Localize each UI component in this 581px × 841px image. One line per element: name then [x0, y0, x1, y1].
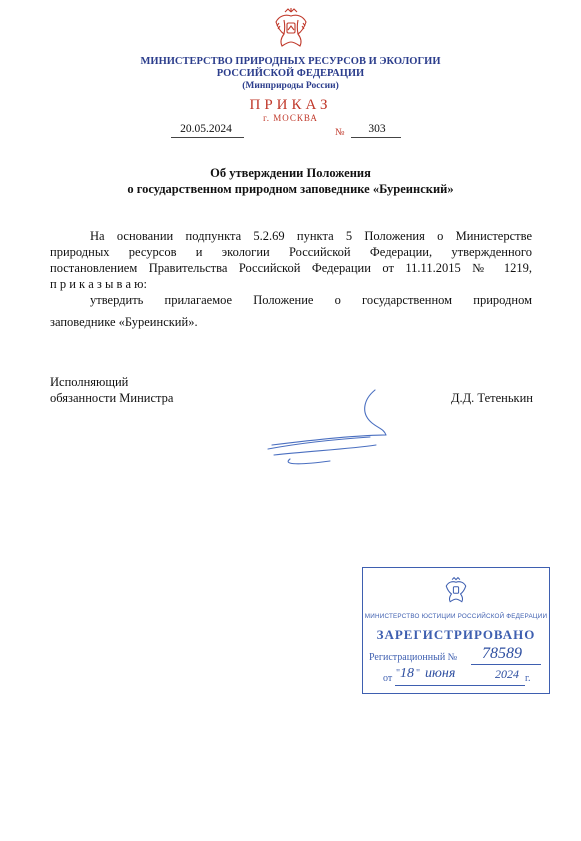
stamp-reg-number: 78589 — [482, 645, 522, 662]
body-line-6: заповеднике «Буреинский». — [50, 315, 198, 329]
stamp-emblem — [443, 574, 469, 606]
city: г. МОСКВА — [263, 113, 318, 123]
document-type: ПРИКАЗ — [249, 97, 332, 113]
signatory-position-line1: Исполняющий — [50, 375, 129, 389]
stamp-date-underline — [395, 685, 525, 686]
number-underline — [351, 137, 401, 138]
stamp-registered: ЗАРЕГИСТРИРОВАНО — [376, 627, 536, 642]
body-line-5: утвердить прилагаемое Положение о государственном природном — [90, 293, 532, 307]
stamp-number-underline — [471, 664, 541, 665]
handwritten-signature — [260, 385, 400, 475]
signatory-position-line2: обязанности Министра — [50, 390, 174, 405]
signatory-position — [50, 375, 173, 406]
stamp-month: июня — [425, 666, 456, 681]
stamp-year: 2024 — [495, 667, 519, 681]
document-number: 303 — [368, 123, 386, 135]
stamp-from-label: от — [383, 673, 393, 684]
document-title-line2: о государственном природном заповеднике «Буреинский» — [127, 182, 454, 196]
registration-stamp — [362, 567, 550, 694]
body-line-1: На основании подпункта 5.2.69 пункта 5 Положения о Министерстве — [90, 229, 532, 243]
stamp-day: 18 — [400, 666, 414, 681]
number-sign: № — [335, 127, 345, 138]
stamp-quote-close: " — [416, 668, 421, 679]
ministry-name-line1: МИНИСТЕРСТВО ПРИРОДНЫХ РЕСУРСОВ И ЭКОЛОГИИ — [140, 56, 441, 67]
body-line-3: постановлением Правительства Российской Федерации от 11.11.2015 № 1219, — [50, 261, 532, 275]
ministry-short-name: (Минприроды России) — [242, 81, 339, 91]
stamp-year-suffix: г. — [525, 673, 531, 684]
date-underline — [171, 137, 244, 138]
document-title-line1: Об утверждении Положения — [210, 166, 371, 180]
ministry-name-line2: РОССИЙСКОЙ ФЕДЕРАЦИИ — [216, 68, 365, 79]
stamp-ministry: МИНИСТЕРСТВО ЮСТИЦИИ РОССИЙСКОЙ ФЕДЕРАЦИИ — [364, 613, 548, 620]
signatory-name: Д.Д. Тетенькин — [451, 391, 533, 405]
body-line-2: природных ресурсов и экологии Российской Федерации, утвержденного — [50, 245, 532, 259]
stamp-reg-label: Регистрационный № — [369, 652, 458, 663]
document-date: 20.05.2024 — [180, 123, 232, 135]
body-line-4: п р и к а з ы в а ю: — [50, 277, 147, 291]
stamp-quote-open: " — [396, 668, 401, 679]
coat-of-arms-emblem — [271, 6, 311, 50]
